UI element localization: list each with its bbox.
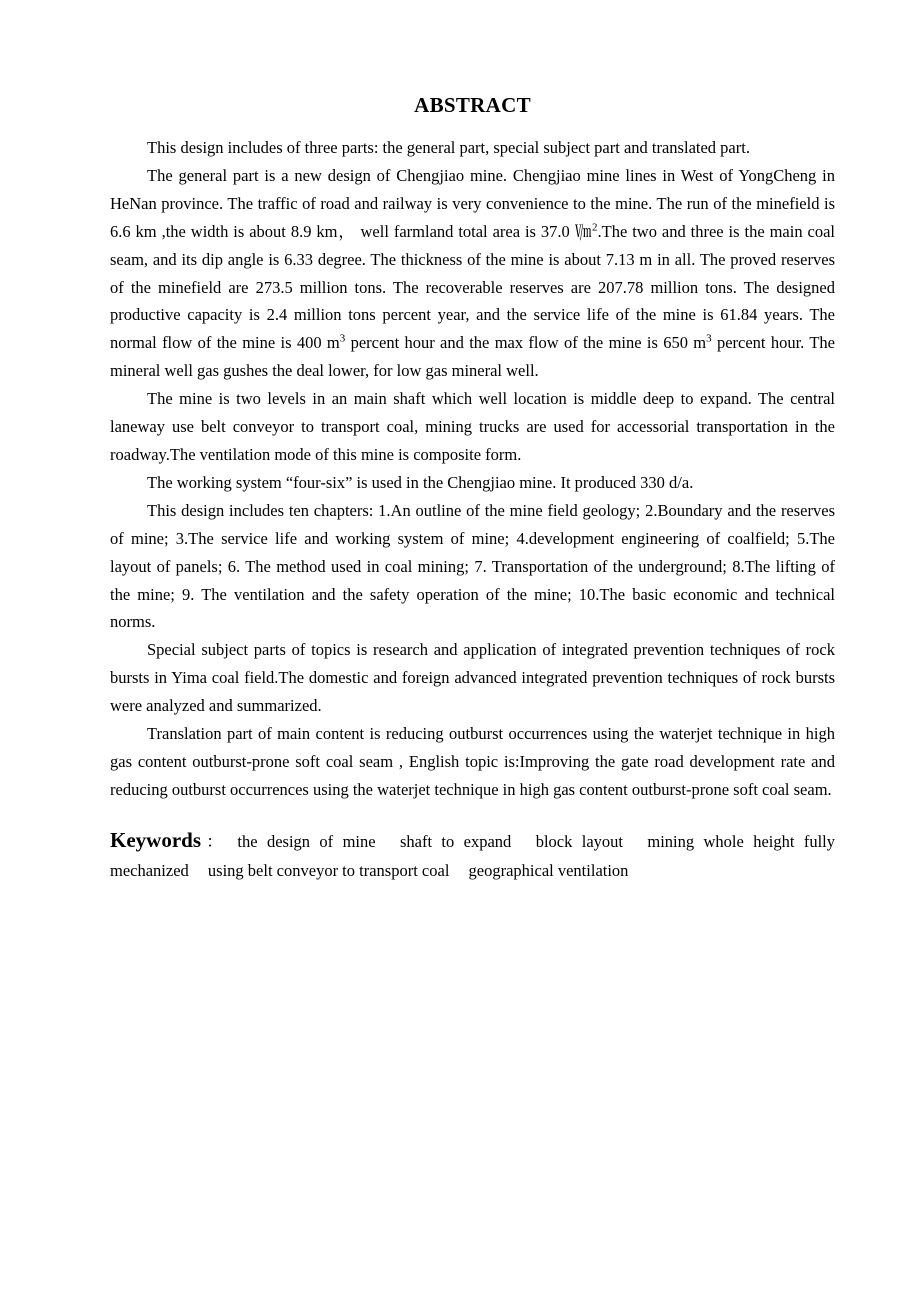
abstract-paragraph: [110, 385, 835, 469]
paragraph-text: Special subject parts of topics is research and application of integrated prevention techniques of rock bursts in Yima coal field.The domestic and foreign advanced integrated prevention techniques of rock bursts were analyzed and summarized.: [110, 640, 835, 716]
abstract-body: [110, 134, 835, 804]
paragraph-text: percent hour and the max flow of the mine is 650 m: [345, 333, 707, 353]
paragraph-text: The working system “four-six” is used in the Chengjiao mine. It produced 330 d/a.: [147, 472, 694, 492]
superscript: 2: [592, 221, 598, 234]
paragraph-text: This design includes of three parts: the general part, special subject part and translated part.: [147, 138, 750, 157]
abstract-title: ABSTRACT: [414, 93, 531, 117]
superscript: 3: [706, 332, 712, 345]
keywords-block: [110, 826, 835, 885]
paragraph-text: percent hour. The mineral well gas gushes the deal lower, for low gas mineral well.: [110, 333, 835, 381]
keyword-item: using belt conveyor to transport coal: [207, 860, 450, 880]
paragraph-text: The general part is a new design of Chengjiao mine. Chengjiao mine lines in West of YongCheng in HeNan province. The traffic of road and railway is very convenience to the mine. The run of the minefield is 6.6 km ,the width is about 8.9 km， well farmland total area is 37.0 ㏞: [110, 165, 835, 241]
abstract-paragraph: [110, 162, 835, 385]
paragraph-text: This design includes ten chapters: 1.An outline of the mine field geology; 2.Boundary and the reserves of mine; 3.The service life and working system of mine; 4.development engineering of coalfield; 5.The layout of panels; 6. The method used in coal mining; 7. Transportation of the underground; 8.The lifting of the mine; 9. The ventilation and the safety operation of the mine; 10.The basic economic and technical norms.: [110, 500, 835, 632]
paragraph-text: Translation part of main content is reducing outburst occurrences using the waterjet technique in high gas content outburst-prone soft coal seam , English topic is:Improving the gate road development rate and reducing outburst occurrences using the waterjet technique in high gas content outburst-prone soft coal seam.: [110, 724, 835, 799]
keyword-item: mining whole height fully mechanized: [110, 831, 836, 880]
abstract-paragraph: [110, 469, 835, 497]
keyword-item: the design of mine: [237, 831, 376, 851]
abstract-paragraph: [110, 497, 835, 637]
keyword-item: shaft to expand: [399, 831, 512, 851]
keyword-item: block layout: [535, 831, 623, 851]
keywords-label: Keywords: [110, 827, 201, 852]
paragraph-text: .The two and three is the main coal seam, and its dip angle is 6.33 degree. The thickness of the mine is about 7.13 m in all. The proved reserves of the minefield are 273.5 million tons. The recoverable reserves are 207.78 million tons. The designed productive capacity is 2.4 million tons percent year, and the service life of the mine is 61.84 years. The normal flow of the mine is 400 m: [110, 221, 835, 353]
keyword-item: geographical ventilation: [468, 860, 629, 880]
abstract-page: [110, 90, 835, 885]
abstract-paragraph: [110, 720, 835, 804]
paragraph-text: The mine is two levels in an main shaft which well location is middle deep to expand. The central laneway use belt conveyor to transport coal, mining trucks are used for accessorial transportation in the roadway.The ventilation mode of this mine is composite form.: [110, 389, 835, 464]
keywords-separator: ：: [201, 831, 229, 851]
superscript: 3: [339, 332, 346, 345]
abstract-paragraph: [110, 134, 835, 162]
abstract-paragraph: [110, 636, 835, 720]
